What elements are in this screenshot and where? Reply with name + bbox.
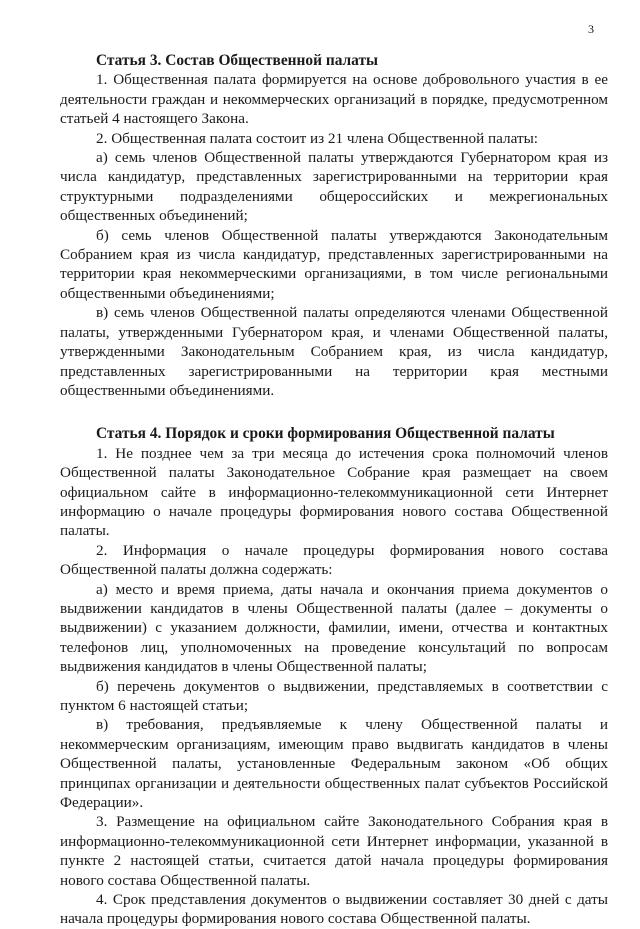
article-3-paragraph-2b: б) семь членов Общественной палаты утверждаются Законодательным Собранием края из числа кандидатур, представленных зарегистрированными на территории края некоммерческими организациями, в том числе региональными общественными объединениями;	[60, 226, 608, 302]
article-4-paragraph-2c: в) требования, предъявляемые к члену Общественной палаты и некоммерческим организациям, имеющим право выдвигать кандидатов в члены Общественной палаты, установленные Федеральным законом «Об общих принципах организации и деятельности общественных палат субъектов Российской Федерации».	[60, 716, 608, 812]
article-3-paragraph-2a: а) семь членов Общественной палаты утверждаются Губернатором края из числа кандидатур, представленных зарегистрированными на территории края структурными подразделениями общероссийских и межрегиональных общественных объединений;	[60, 149, 608, 225]
article-4-paragraph-4: 4. Срок представления документов о выдвижении составляет 30 дней с даты начала процедуры формирования нового состава Общественной палаты.	[60, 891, 608, 928]
article-4-paragraph-2b: б) перечень документов о выдвижении, представляемых в соответствии с пунктом 6 настоящей статьи;	[60, 677, 608, 714]
article-4-paragraph-2: 2. Информация о начале процедуры формирования нового состава Общественной палаты должна содержать:	[60, 541, 608, 579]
article-3-heading: Статья 3. Состав Общественной палаты	[96, 52, 379, 69]
page-number: 3	[588, 22, 594, 36]
article-3-paragraph-2c: в) семь членов Общественной палаты определяются членами Общественной палаты, утвержденными Губернатором края, и членами Общественной палаты, утвержденными Законодательным Собранием края, из числа кандидатур, представленных зарегистрированными на территории края местными общественными объединениями.	[60, 304, 608, 399]
article-3-paragraph-2: 2. Общественная палата состоит из 21 члена Общественной палаты:	[96, 129, 539, 147]
article-4-paragraph-3: 3. Размещение на официальном сайте Законодательного Собрания края в информационно-телекоммуникационной сети Интернет информации, указанной в пункте 2 настоящей статьи, считается датой начала процедуры формирования нового состава Общественной палаты.	[60, 813, 608, 889]
article-3-paragraph-1: 1. Общественная палата формируется на основе добровольного участия в ее деятельности граждан и некоммерческих организаций в порядке, предусмотренном статьей 4 настоящего Закона.	[60, 71, 608, 128]
article-4-section	[60, 424, 608, 929]
article-4-paragraph-1: 1. Не позднее чем за три месяца до истечения срока полномочий членов Общественной палаты Законодательное Собрание края размещает на своем официальном сайте в информационно-телекоммуникационной сети Интернет информацию о начале процедуры формирования нового состава Общественной палаты.	[60, 444, 608, 540]
article-4-paragraph-2a: а) место и время приема, даты начала и окончания приема документов о выдвижении кандидатов в члены Общественной палаты (далее – документы о выдвижении) с указанием должности, фамилии, имени, отчества и контактных телефонов лиц, уполномоченных на проведение консультаций по вопросам выдвижения кандидатов в члены Общественной палаты;	[60, 580, 608, 676]
article-4-heading: Статья 4. Порядок и сроки формирования Общественной палаты	[96, 425, 555, 443]
article-3-section	[60, 51, 608, 400]
document-body	[60, 51, 608, 929]
